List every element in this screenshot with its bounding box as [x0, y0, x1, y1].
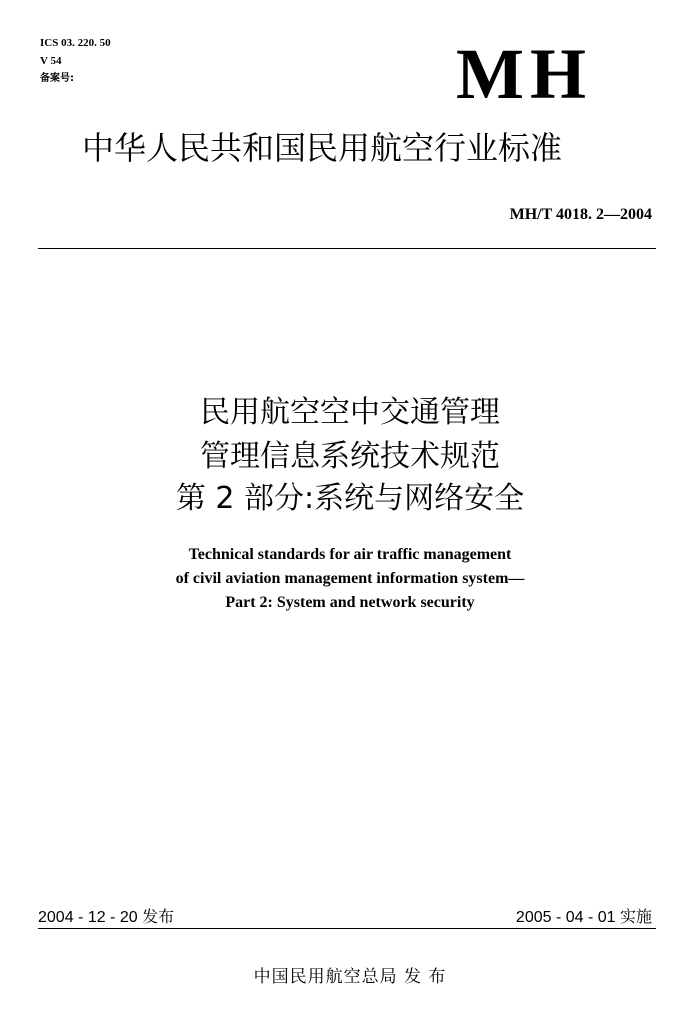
english-title-line-3: Part 2: System and network security	[225, 594, 475, 611]
filing-number: 备案号:	[40, 73, 74, 84]
category-code: V 54	[40, 55, 62, 67]
chinese-title-line-1: 民用航空空中交通管理	[200, 395, 500, 430]
header-divider	[38, 248, 656, 249]
mh-logo: MH	[456, 34, 592, 114]
footer-divider	[38, 928, 656, 929]
effective-date: 2005 - 04 - 01 实施	[515, 909, 652, 926]
issuing-authority: 中国民用航空总局 发 布	[253, 967, 447, 987]
standard-number: MH/T 4018. 2—2004	[509, 206, 652, 223]
chinese-title-line-2: 管理信息系统技术规范	[200, 439, 500, 474]
ics-code: ICS 03. 220. 50	[40, 37, 111, 49]
issue-date: 2004 - 12 - 20 发布	[38, 909, 175, 926]
english-title-line-2: of civil aviation management information system—	[175, 570, 525, 587]
english-title-line-1: Technical standards for air traffic management	[188, 546, 512, 563]
chinese-title-line-3: 第 2 部分:系统与网络安全	[175, 481, 525, 516]
industry-standard-title: 中华人民共和国民用航空行业标准	[82, 129, 563, 167]
